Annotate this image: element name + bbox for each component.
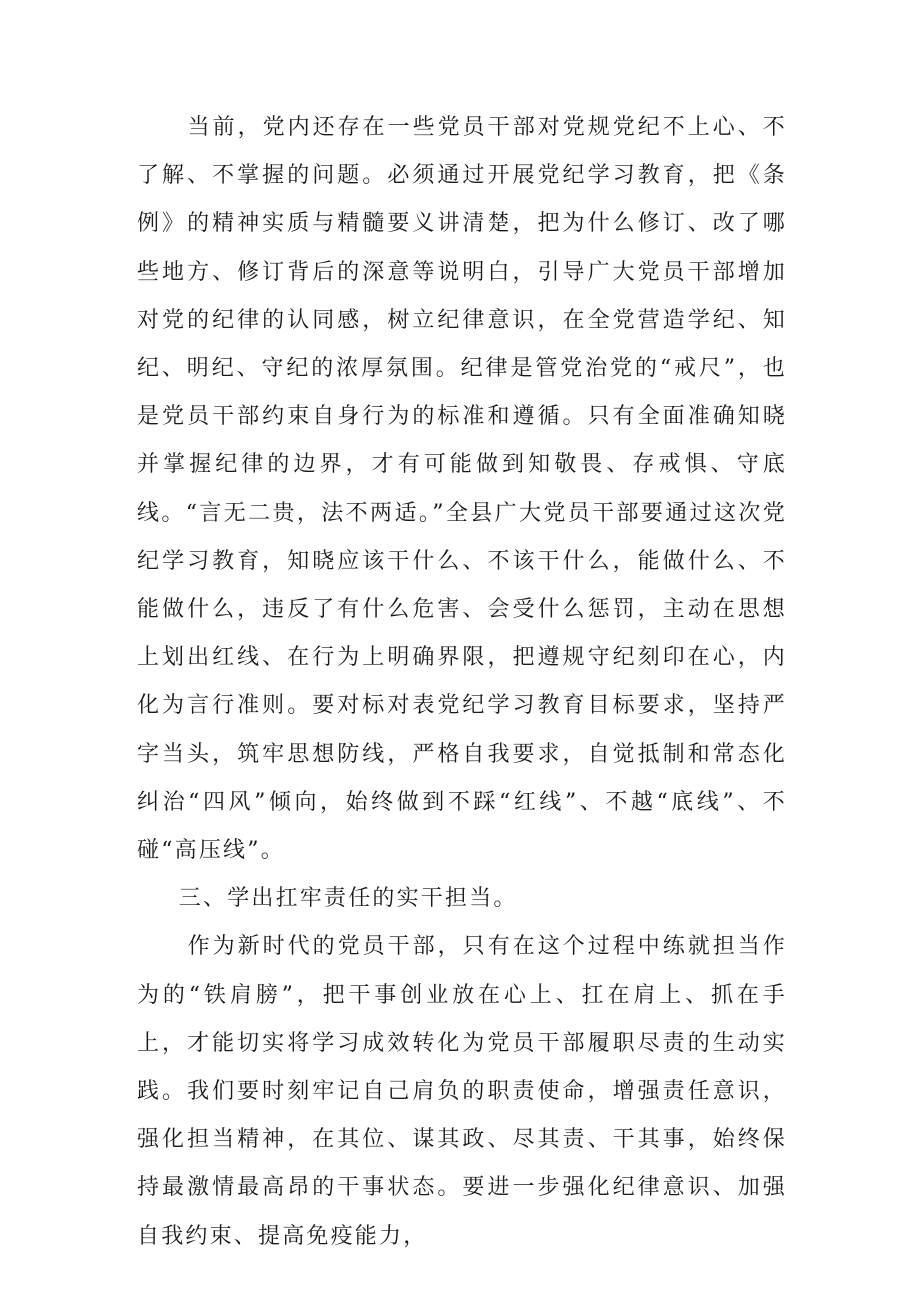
section-heading-3: 三、学出扛牢责任的实干担当。 <box>178 886 518 912</box>
paragraph-discipline-awareness: 当前，党内还存在一些党员干部对党规党纪不上心、不了解、不掌握的问题。必须通过开展党纪学习教育，把《条例》的精神实质与精髓要义讲清楚，把为什么修订、改了哪些地方、修订背后的深意等说明白，引导广大党员干部增加对党的纪律的认同感，树立纪律意识，在全党营造学纪、知纪、明纪、守纪的浓厚氛围。纪律是管党治党的“戒尺”，也是党员干部约束自身行为的标准和遵循。只有全面准确知晓并掌握纪律的边界，才有可能做到知敬畏、存戒惧、守底线。“言无二贵，法不两适。”全县广大党员干部要通过这次党纪学习教育，知晓应该干什么、不该干什么，能做什么、不能做什么，违反了有什么危害、会受什么惩罚，主动在思想上划出红线、在行为上明确界限，把遵规守纪刻印在心，内化为言行准则。要对标对表党纪学习教育目标要求，坚持严字当头，筑牢思想防线，严格自我要求，自觉抵制和常态化纠治“四风”倾向，始终做到不踩“红线”、不越“底线”、不碰“高压线”。 <box>137 115 787 864</box>
document-body <box>137 104 787 1261</box>
paragraph-responsibility: 作为新时代的党员干部，只有在这个过程中练就担当作为的“铁肩膀”，把干事创业放在心上、扛在肩上、抓在手上，才能切实将学习成效转化为党员干部履职尽责的生动实践。我们要时刻牢记自己肩负的职责使命，增强责任意识，强化担当精神，在其位、谋其政、尽其责、干其事，始终保持最激情最高昂的干事状态。要进一步强化纪律意识、加强自我约束、提高免疫能力， <box>137 934 787 1249</box>
